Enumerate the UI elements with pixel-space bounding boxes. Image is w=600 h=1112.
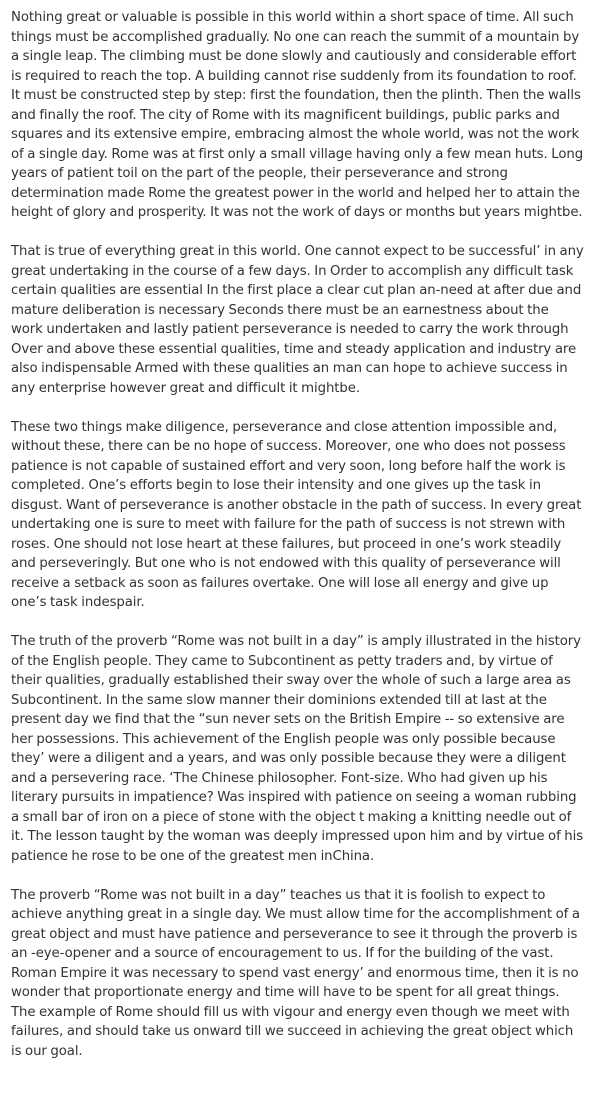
essay-paragraph-5: The proverb “Rome was not built in a day” teaches us that it is foolish to expect to achieve anything great in a single day. We must allow time for the accomplishment of a great object and must have patience and perseverance to see it through the proverb is an -eye-opener and a source of encouragement to us. If for the building of the vast. Roman Empire it was necessary to spend vast energy’ and enormous time, then it is no wonder that proportionate energy and time will have to be spent for all great things. The example of Rome should fill us with vigour and energy even though we meet with failures, and should take us onward till we succeed in achieving the great object which is our goal. (11, 887, 580, 1059)
essay-paragraph-4: The truth of the proverb “Rome was not built in a day” is amply illustrated in the history of the English people. They came to Subcontinent as petty traders and, by virtue of their qualities, gradually established their sway over the whole of such a large area as Subcontinent. In the same slow manner their dominions extended till at last at the present day we find that the “sun never sets on the British Empire -- so extensive are her possessions. This achievement of the English people was only possible because they’ were a diligent and a years, and was only possible because they were a diligent and a persevering race. ‘The Chinese philosopher. Font-size. Who had given up his literary pursuits in impatience? Was inspired with patience on seeing a woman rubbing a small bar of iron on a piece of stone with the object t making a knitting needle out of it. The lesson taught by the woman was deeply impressed upon him and by virtue of his patience he rose to be one of the greatest men inChina. (11, 634, 584, 864)
essay-paragraph-1: Nothing great or valuable is possible in this world within a short space of time. All such things must be accomplished gradually. No one can reach the summit of a mountain by a single leap. The climbing must be done slowly and cautiously and considerable effort is required to reach the top. A building cannot rise suddenly from its foundation to roof. It must be constructed step by step: first the foundation, then the plinth. Then the walls and finally the roof. The city of Rome with its magnificent buildings, public parks and squares and its extensive empire, embracing almost the whole world, was not the work of a single day. Rome was at first only a small village having only a few mean huts. Long years of patient toil on the part of the people, their perseverance and strong determination made Rome the greatest power in the world and helped her to attain the height of glory and prosperity. It was not the work of days or months but years mightbe. (11, 10, 584, 220)
essay-paragraph-2: That is true of everything great in this world. One cannot expect to be successful’ in any great undertaking in the course of a few days. In Order to accomplish any difficult task certain qualities are essential In the first place a clear cut plan an-need at after due and mature deliberation is necessary Seconds there must be an earnestness about the work undertaken and lastly patient perseverance is needed to carry the work through Over and above these essential qualities, time and steady application and industry are also indispensable Armed with these qualities an man can hope to achieve success in any enterprise however great and difficult it mightbe. (11, 244, 584, 396)
essay-paragraph-3: These two things make diligence, perseverance and close attention impossible and, without these, there can be no hope of success. Moreover, one who does not possess patience is not capable of sustained effort and very soon, long before half the work is completed. One’s efforts begin to lose their intensity and one gives up the task in disgust. Want of perseverance is another obstacle in the path of success. In every great undertaking one is sure to meet with failure for the path of success is not strewn with roses. One should not lose heart at these failures, but proceed in one’s work steadily and perseveringly. But one who is not endowed with this quality of perseverance will receive a setback as soon as failures overtake. One will lose all energy and give up one’s task indespair. (11, 419, 582, 610)
